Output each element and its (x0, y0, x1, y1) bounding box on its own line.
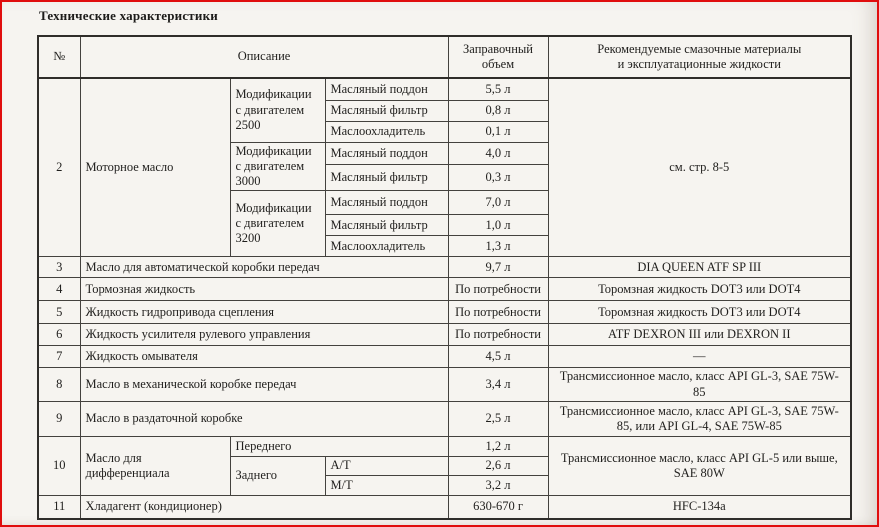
volume-cell: 4,5 л (448, 346, 548, 368)
row-num-cell: 8 (38, 368, 80, 402)
volume-cell: 5,5 л (448, 78, 548, 100)
item-name-cell: Масло в раздаточной коробке (80, 401, 448, 436)
part-cell: Масляный поддон (325, 142, 448, 165)
row-num-cell: 5 (38, 301, 80, 324)
diff-front-cell: Переднего (230, 436, 448, 456)
table-header-row (38, 36, 851, 78)
row-num-cell: 7 (38, 346, 80, 368)
spec-cell: см. стр. 8-5 (548, 78, 851, 257)
volume-cell: 630-670 г (448, 495, 548, 519)
spec-cell: HFC-134a (548, 495, 851, 519)
col-header-description: Описание (80, 36, 448, 78)
table-row (38, 346, 851, 368)
item-name-cell: Жидкость усилителя рулевого управления (80, 324, 448, 346)
volume-cell: 4,0 л (448, 142, 548, 165)
mod-group-cell: Модификации с двигателем 2500 (230, 78, 325, 142)
volume-cell: По потребности (448, 278, 548, 301)
spec-table (37, 35, 852, 520)
volume-cell: 0,1 л (448, 121, 548, 142)
volume-cell: 1,3 л (448, 236, 548, 257)
volume-cell: По потребности (448, 324, 548, 346)
row-num-cell: 3 (38, 257, 80, 278)
volume-cell: 1,0 л (448, 215, 548, 236)
col-header-recommended (548, 36, 851, 78)
volume-cell: 0,3 л (448, 165, 548, 191)
table-row (38, 278, 851, 301)
item-name-cell: Хладагент (кондиционер) (80, 495, 448, 519)
part-cell: Маслоохладитель (325, 121, 448, 142)
table-row (38, 401, 851, 436)
item-name-cell: Моторное масло (80, 78, 230, 257)
table-row (38, 301, 851, 324)
part-cell: Масляный фильтр (325, 165, 448, 191)
row-num-cell: 4 (38, 278, 80, 301)
table-row (38, 257, 851, 278)
spec-cell: Трансмиссионное масло, класс API GL-5 или выше, SAE 80W (548, 436, 851, 495)
item-name-cell: Масло для дифференциала (80, 436, 230, 495)
diff-rear-cell: Заднего (230, 456, 325, 495)
volume-cell: 7,0 л (448, 191, 548, 215)
part-cell: Масляный фильтр (325, 100, 448, 121)
row-num-cell: 11 (38, 495, 80, 519)
volume-cell: 0,8 л (448, 100, 548, 121)
table-row (38, 78, 851, 100)
table-row (38, 324, 851, 346)
row-num-cell: 10 (38, 436, 80, 495)
part-cell: Маслоохладитель (325, 236, 448, 257)
col-header-recommended-line2: и эксплуатационные жидкости (617, 57, 781, 71)
mod-group-cell: Модификации с двигателем 3200 (230, 191, 325, 257)
spec-cell: DIA QUEEN ATF SP III (548, 257, 851, 278)
volume-cell: 9,7 л (448, 257, 548, 278)
row-num-cell: 2 (38, 78, 80, 257)
volume-cell: 2,6 л (448, 456, 548, 475)
col-header-volume: Заправочный объем (448, 36, 548, 78)
item-name-cell: Тормозная жидкость (80, 278, 448, 301)
row-num-cell: 9 (38, 401, 80, 436)
spec-cell: ATF DEXRON III или DEXRON II (548, 324, 851, 346)
volume-cell: По потребности (448, 301, 548, 324)
row-num-cell: 6 (38, 324, 80, 346)
col-header-num: № (38, 36, 80, 78)
item-name-cell: Жидкость омывателя (80, 346, 448, 368)
table-row (38, 368, 851, 402)
spec-cell: Трансмиссионное масло, класс API GL-3, SAE 75W-85, или API GL-4, SAE 75W-85 (548, 401, 851, 436)
volume-cell: 3,2 л (448, 475, 548, 495)
volume-cell: 2,5 л (448, 401, 548, 436)
col-header-recommended-line1: Рекомендуемые смазочные материалы (597, 41, 802, 56)
table-row (38, 495, 851, 519)
spec-cell: — (548, 346, 851, 368)
part-cell: Масляный поддон (325, 191, 448, 215)
item-name-cell: Масло для автоматической коробки передач (80, 257, 448, 278)
mod-group-cell: Модификации с двигателем 3000 (230, 142, 325, 191)
transmission-type-cell: А/Т (325, 456, 448, 475)
spec-cell: Торомзная жидкость DOT3 или DOT4 (548, 301, 851, 324)
spec-cell: Торомзная жидкость DOT3 или DOT4 (548, 278, 851, 301)
part-cell: Масляный поддон (325, 78, 448, 100)
spec-cell: Трансмиссионное масло, класс API GL-3, SAE 75W-85 (548, 368, 851, 402)
item-name-cell: Масло в механической коробке передач (80, 368, 448, 402)
item-name-cell: Жидкость гидропривода сцепления (80, 301, 448, 324)
table-row (38, 436, 851, 456)
transmission-type-cell: М/Т (325, 475, 448, 495)
volume-cell: 1,2 л (448, 436, 548, 456)
volume-cell: 3,4 л (448, 368, 548, 402)
page-title: Технические характеристики (39, 8, 218, 23)
part-cell: Масляный фильтр (325, 215, 448, 236)
